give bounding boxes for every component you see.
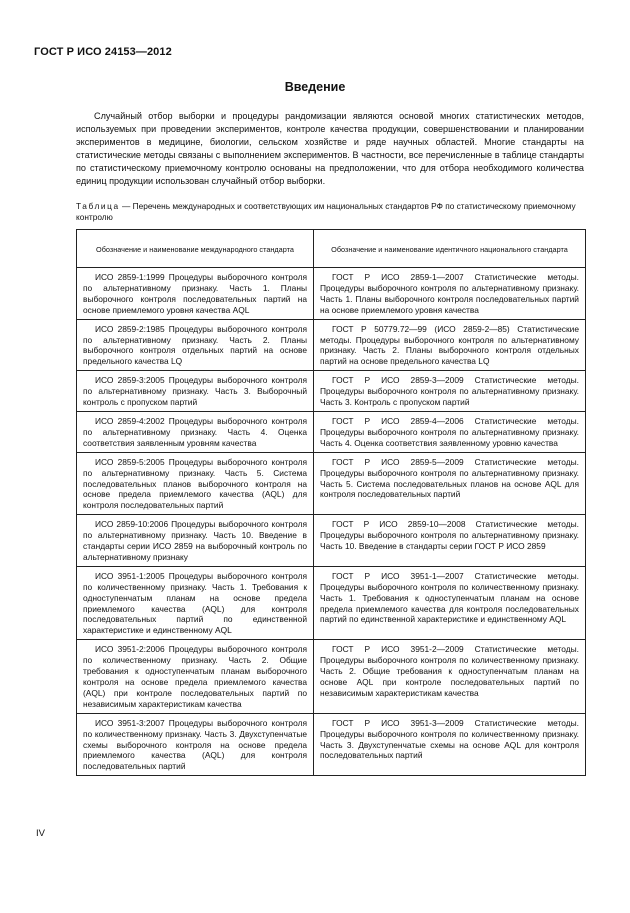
header-international-standard: Обозначение и наименование международного стандарта [77,230,314,268]
standards-table [76,229,586,776]
national-standard-cell: ГОСТ Р ИСО 2859-4—2006 Статистические методы. Процедуры выборочного контроля по альтернативному признаку. Часть 4. Оценка соответствия заявленному уровню качества [314,411,586,452]
international-standard-cell: ИСО 2859-2:1985 Процедуры выборочного контроля по альтернативному признаку. Часть 2. Планы выборочного контроля отдельных партий на основе предельного качества LQ [77,319,314,371]
table-row [77,566,586,639]
table-row [77,319,586,371]
table-row [77,411,586,452]
national-standard-cell: ГОСТ Р ИСО 3951-2—2009 Статистические методы. Процедуры выборочного контроля по количественному признаку. Часть 2. Общие требования к одноступенчатым планам на основе AQL при контроле последовательных партий по независимым характеристикам качества [314,640,586,713]
international-standard-cell: ИСО 3951-1:2005 Процедуры выборочного контроля по количественному признаку. Часть 1. Требования к одноступенчатым планам на основе предела приемлемого качества (AQL) для контроля последовательных партий по единственной характеристике и единственному AQL [77,566,314,639]
table-caption-text: — Перечень международных и соответствующих им национальных стандартов РФ по статистическому приемочному контролю [76,201,576,222]
international-standard-cell: ИСО 2859-1:1999 Процедуры выборочного контроля по альтернативному признаку. Часть 1. Планы выборочного контроля последовательных партий на основе приемлемого уровня качества AQL [77,268,314,320]
national-standard-cell: ГОСТ Р ИСО 2859-3—2009 Статистические методы. Процедуры выборочного контроля по альтернативному признаку. Часть 3. Контроль с пропуском партий [314,371,586,412]
national-standard-cell: ГОСТ Р ИСО 3951-1—2007 Статистические методы. Процедуры выборочного контроля по количественному признаку. Часть 1. Требования к одноступенчатым планам на основе предела приемлемого качества для контроля последовательных партий по единственной характеристике и единственному AQL [314,566,586,639]
document-header: ГОСТ Р ИСО 24153—2012 [34,46,172,58]
international-standard-cell: ИСО 2859-4:2002 Процедуры выборочного контроля по альтернативному признаку. Часть 4. Оценка соответствия заявленным уровням качества [77,411,314,452]
table-row [77,515,586,567]
table-caption [76,201,586,223]
national-standard-cell: ГОСТ Р ИСО 2859-1—2007 Статистические методы. Процедуры выборочного контроля по альтернативному признаку. Часть 1. Планы выборочного контроля последовательных партий на основе приемлемого уровня качества [314,268,586,320]
national-standard-cell: ГОСТ Р ИСО 3951-3—2009 Статистические методы. Процедуры выборочного контроля по количественному признаку. Часть 3. Двухступенчатые схемы на основе AQL для контроля последовательных партий [314,713,586,776]
page-title: Введение [284,80,346,94]
table-row [77,713,586,776]
national-standard-cell: ГОСТ Р ИСО 2859-10—2008 Статистические методы. Процедуры выборочного контроля по альтернативному признаку. Часть 10. Введение в стандарты серии ГОСТ Р ИСО 2859 [314,515,586,567]
table-row [77,268,586,320]
table-row [77,371,586,412]
table-header-row [77,230,586,268]
international-standard-cell: ИСО 3951-2:2006 Процедуры выборочного контроля по количественному признаку. Часть 2. Общие требования к одноступенчатым планам выборочного контроля на основе предела приемлемого качества (AQL) при контроле последовательных партий по независимым характеристикам качества [77,640,314,713]
page-number: IV [36,828,45,839]
table-row [77,640,586,713]
table-row [77,452,586,515]
national-standard-cell: ГОСТ Р 50779.72—99 (ИСО 2859-2—85) Статистические методы. Процедуры выборочного контроля по альтернативному признаку. Часть 2. Планы выборочного контроля отдельных партий на основе предельного качества LQ [314,319,586,371]
international-standard-cell: ИСО 2859-3:2005 Процедуры выборочного контроля по альтернативному признаку. Часть 3. Выборочный контроль с пропуском партий [77,371,314,412]
intro-paragraph: Случайный отбор выборки и процедуры рандомизации являются основой многих статистических методов, используемых при проведении экспериментов, контроле качества продукции, совершенствовании и планировании экспериментов в медицине, биологии, сельском хозяйстве и ряде научных областей. Многие стандарты на статистические методы связаны с выполнением экспериментов. В частности, все перечисленные в таблице стандарты по статистическому приемочному контролю основаны на предположении, что для отбора необходимого количества единиц продукции использован случайный отбор выборки. [76,111,584,187]
international-standard-cell: ИСО 3951-3:2007 Процедуры выборочного контроля по количественному признаку. Часть 3. Двухступенчатые схемы выборочного контроля на основе предела приемлемого качества (AQL) для контроля последовательных партий [77,713,314,776]
table-caption-label: Таблица [76,201,120,211]
international-standard-cell: ИСО 2859-10:2006 Процедуры выборочного контроля по альтернативному признаку. Часть 10. Введение в стандарты серии ИСО 2859 на выборочный контроль по альтернативному признаку [77,515,314,567]
international-standard-cell: ИСО 2859-5:2005 Процедуры выборочного контроля по альтернативному признаку. Часть 5. Система последовательных планов выборочного контроля на основе предела приемлемого качества (AQL) для контроля последовательных партий [77,452,314,515]
header-national-standard: Обозначение и наименование идентичного национального стандарта [314,230,586,268]
national-standard-cell: ГОСТ Р ИСО 2859-5—2009 Статистические методы. Процедуры выборочного контроля по альтернативному признаку. Часть 5. Система последовательных планов на основе AQL для контроля последовательных партий [314,452,586,515]
